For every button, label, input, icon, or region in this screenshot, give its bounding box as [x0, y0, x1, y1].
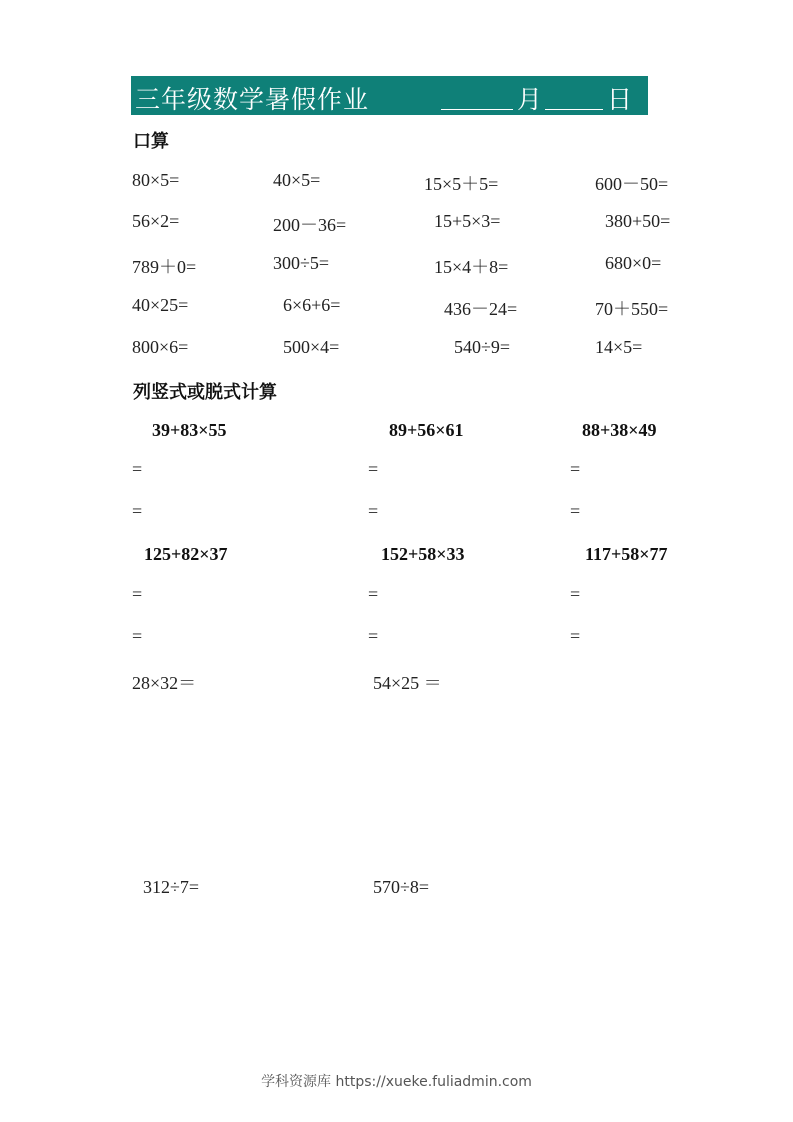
- oral-problem: 500×4=: [283, 337, 340, 357]
- oral-problem: 15×4＋8=: [434, 257, 509, 277]
- oral-problem: 40×5=: [273, 170, 321, 190]
- vertical-problem: 28×32＝: [132, 673, 197, 693]
- worksheet-title: 三年级数学暑假作业: [135, 85, 370, 114]
- footer-source: 学科资源库 https://xueke.fuliadmin.com: [261, 1074, 532, 1090]
- vertical-problem: 312÷7=: [143, 877, 200, 897]
- month-label: 月: [517, 85, 543, 114]
- vertical-problem: 570÷8=: [373, 877, 430, 897]
- step-problem: 88+38×49: [582, 420, 657, 440]
- step-problem: 117+58×77: [585, 544, 668, 564]
- oral-problem: 800×6=: [132, 337, 189, 357]
- equals-sign: =: [368, 501, 379, 521]
- oral-problem: 540÷9=: [454, 337, 511, 357]
- equals-sign: =: [570, 584, 581, 604]
- oral-problem: 680×0=: [605, 253, 662, 273]
- step-problem: 125+82×37: [144, 544, 228, 564]
- step-problem: 89+56×61: [389, 420, 464, 440]
- vertical-heading: 列竖式或脱式计算: [133, 382, 277, 403]
- oral-problem: 600－50=: [595, 174, 669, 194]
- oral-problem: 436－24=: [444, 299, 518, 319]
- equals-sign: =: [132, 501, 143, 521]
- month-blank: [441, 109, 513, 110]
- equals-sign: =: [368, 584, 379, 604]
- equals-sign: =: [132, 626, 143, 646]
- day-blank: [545, 109, 603, 110]
- oral-problem: 14×5=: [595, 337, 643, 357]
- equals-sign: =: [132, 584, 143, 604]
- oral-problem: 15+5×3=: [434, 211, 501, 231]
- oral-heading: 口算: [133, 131, 169, 152]
- day-label: 日: [607, 85, 633, 114]
- oral-problem: 380+50=: [605, 211, 671, 231]
- oral-problem: 300÷5=: [273, 253, 330, 273]
- oral-problem: 15×5＋5=: [424, 174, 499, 194]
- equals-sign: =: [368, 459, 379, 479]
- equals-sign: =: [368, 626, 379, 646]
- vertical-problem: 54×25 ＝: [373, 673, 442, 693]
- equals-sign: =: [570, 501, 581, 521]
- worksheet-banner: [131, 76, 648, 115]
- oral-problem: 56×2=: [132, 211, 180, 231]
- step-problem: 39+83×55: [152, 420, 227, 440]
- oral-problem: 70＋550=: [595, 299, 669, 319]
- step-problem: 152+58×33: [381, 544, 465, 564]
- equals-sign: =: [132, 459, 143, 479]
- oral-problem: 80×5=: [132, 170, 180, 190]
- oral-problem: 200－36=: [273, 215, 347, 235]
- oral-problem: 6×6+6=: [283, 295, 341, 315]
- oral-problem: 789＋0=: [132, 257, 197, 277]
- equals-sign: =: [570, 459, 581, 479]
- oral-problem: 40×25=: [132, 295, 189, 315]
- equals-sign: =: [570, 626, 581, 646]
